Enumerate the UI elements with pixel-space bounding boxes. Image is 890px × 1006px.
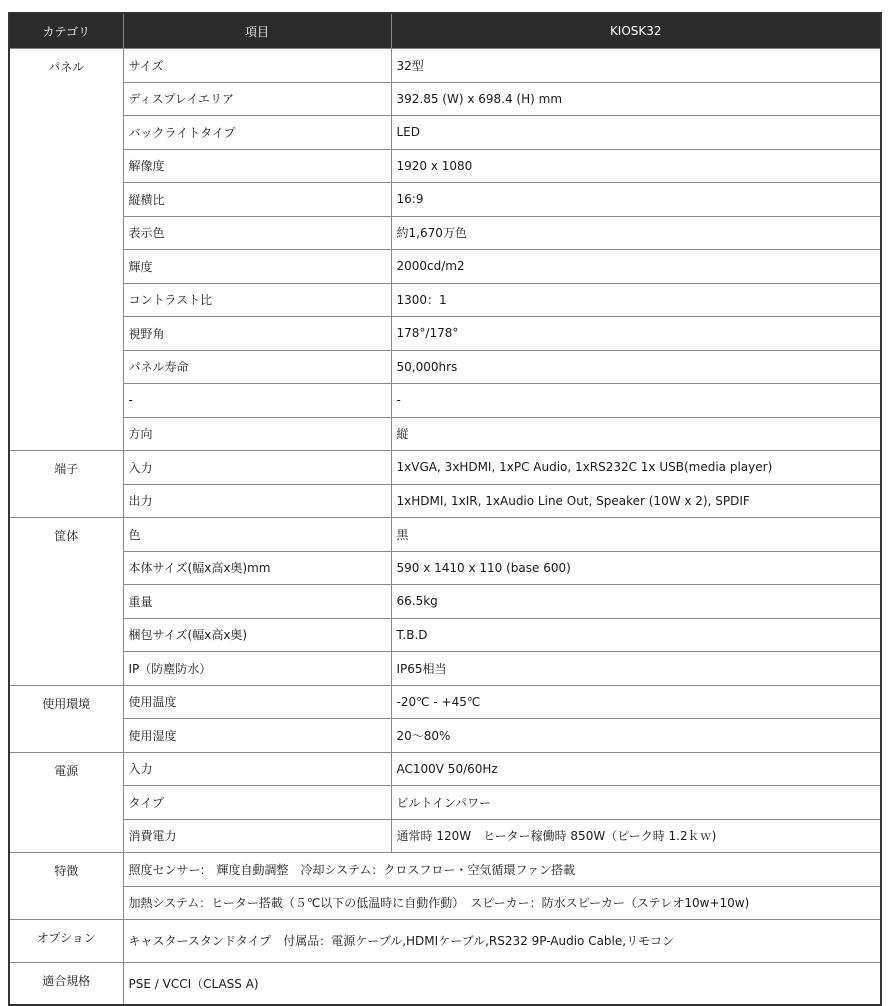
item-cell: 方向 xyxy=(123,417,391,451)
table-row xyxy=(9,853,881,887)
value-cell: 32型 xyxy=(391,49,881,83)
item-cell: 使用湿度 xyxy=(123,719,391,753)
item-cell: 出力 xyxy=(123,484,391,518)
item-cell: サイズ xyxy=(123,49,391,83)
options-text: キャスタースタンドタイプ 付属品：電源ケーブル,HDMIケーブル,RS232 9P-Audio Cable,リモコン xyxy=(123,920,881,963)
item-cell: 梱包サイズ(幅x高x奥) xyxy=(123,618,391,652)
table-row xyxy=(9,116,881,150)
table-row xyxy=(9,317,881,351)
table-row xyxy=(9,886,881,920)
category-terminal: 端子 xyxy=(9,451,123,518)
value-cell: ビルトインパワー xyxy=(391,786,881,820)
table-row xyxy=(9,719,881,753)
value-cell: 1xVGA, 3xHDMI, 1xPC Audio, 1xRS232C 1x USB(media player) xyxy=(391,451,881,485)
table-row xyxy=(9,250,881,284)
value-cell: -20℃ - +45℃ xyxy=(391,685,881,719)
item-cell: 視野角 xyxy=(123,317,391,351)
value-cell: 392.85 (W) x 698.4 (H) mm xyxy=(391,82,881,116)
value-cell: IP65相当 xyxy=(391,652,881,686)
category-features: 特徴 xyxy=(9,853,123,920)
table-row xyxy=(9,49,881,83)
item-cell: 消費電力 xyxy=(123,819,391,853)
value-cell: 2000cd/m2 xyxy=(391,250,881,284)
table-row xyxy=(9,551,881,585)
table-row xyxy=(9,652,881,686)
spec-table xyxy=(8,12,882,1006)
value-cell: 1300：1 xyxy=(391,283,881,317)
value-cell: - xyxy=(391,384,881,418)
table-row xyxy=(9,752,881,786)
item-cell: 解像度 xyxy=(123,149,391,183)
item-cell: 本体サイズ(幅x高x奥)mm xyxy=(123,551,391,585)
table-row xyxy=(9,786,881,820)
item-cell: 表示色 xyxy=(123,216,391,250)
table-row xyxy=(9,484,881,518)
table-row xyxy=(9,149,881,183)
header-model: KIOSK32 xyxy=(391,13,881,49)
value-cell: 通常時 120W ヒーター稼働時 850W（ピーク時 1.2ｋｗ) xyxy=(391,819,881,853)
table-row xyxy=(9,384,881,418)
item-cell: 入力 xyxy=(123,752,391,786)
table-row xyxy=(9,819,881,853)
table-row xyxy=(9,618,881,652)
table-row xyxy=(9,216,881,250)
category-power: 電源 xyxy=(9,752,123,853)
item-cell: コントラスト比 xyxy=(123,283,391,317)
value-cell: 黒 xyxy=(391,518,881,552)
category-environment: 使用環境 xyxy=(9,685,123,752)
value-cell: 590 x 1410 x 110 (base 600) xyxy=(391,551,881,585)
category-housing: 筐体 xyxy=(9,518,123,686)
item-cell: 入力 xyxy=(123,451,391,485)
category-standards: 適合規格 xyxy=(9,962,123,1005)
value-cell: 約1,670万色 xyxy=(391,216,881,250)
table-row xyxy=(9,962,881,1005)
item-cell: ディスプレイエリア xyxy=(123,82,391,116)
value-cell: LED xyxy=(391,116,881,150)
item-cell: 重量 xyxy=(123,585,391,619)
item-cell: 縦横比 xyxy=(123,183,391,217)
item-cell: IP（防塵防水） xyxy=(123,652,391,686)
standards-text: PSE / VCCI（CLASS A) xyxy=(123,962,881,1005)
value-cell: 縦 xyxy=(391,417,881,451)
table-header-row xyxy=(9,13,881,49)
item-cell: 輝度 xyxy=(123,250,391,284)
table-row xyxy=(9,82,881,116)
item-cell: 使用温度 xyxy=(123,685,391,719)
feature-line: 加熱システム：ヒーター搭載（５℃以下の低温時に自動作動） スピーカー：防水スピーカー（ステレオ10w+10w) xyxy=(123,886,881,920)
table-row xyxy=(9,585,881,619)
table-row xyxy=(9,518,881,552)
item-cell: パネル寿命 xyxy=(123,350,391,384)
value-cell: 1xHDMI, 1xIR, 1xAudio Line Out, Speaker (10W x 2), SPDIF xyxy=(391,484,881,518)
table-row xyxy=(9,451,881,485)
feature-line: 照度センサー: 輝度自動調整 冷却システム：クロスフロー・空気循環ファン搭載 xyxy=(123,853,881,887)
table-row xyxy=(9,283,881,317)
value-cell: 178°/178° xyxy=(391,317,881,351)
table-row xyxy=(9,685,881,719)
value-cell: T.B.D xyxy=(391,618,881,652)
table-row xyxy=(9,417,881,451)
item-cell: 色 xyxy=(123,518,391,552)
value-cell: 1920 x 1080 xyxy=(391,149,881,183)
table-row xyxy=(9,920,881,963)
table-row xyxy=(9,350,881,384)
value-cell: AC100V 50/60Hz xyxy=(391,752,881,786)
table-row xyxy=(9,183,881,217)
value-cell: 50,000hrs xyxy=(391,350,881,384)
item-cell: バックライトタイプ xyxy=(123,116,391,150)
value-cell: 66.5kg xyxy=(391,585,881,619)
item-cell: タイプ xyxy=(123,786,391,820)
value-cell: 16:9 xyxy=(391,183,881,217)
header-item: 項目 xyxy=(123,13,391,49)
value-cell: 20～80% xyxy=(391,719,881,753)
header-category: カテゴリ xyxy=(9,13,123,49)
category-panel: パネル xyxy=(9,49,123,451)
item-cell: - xyxy=(123,384,391,418)
category-options: オプション xyxy=(9,920,123,963)
